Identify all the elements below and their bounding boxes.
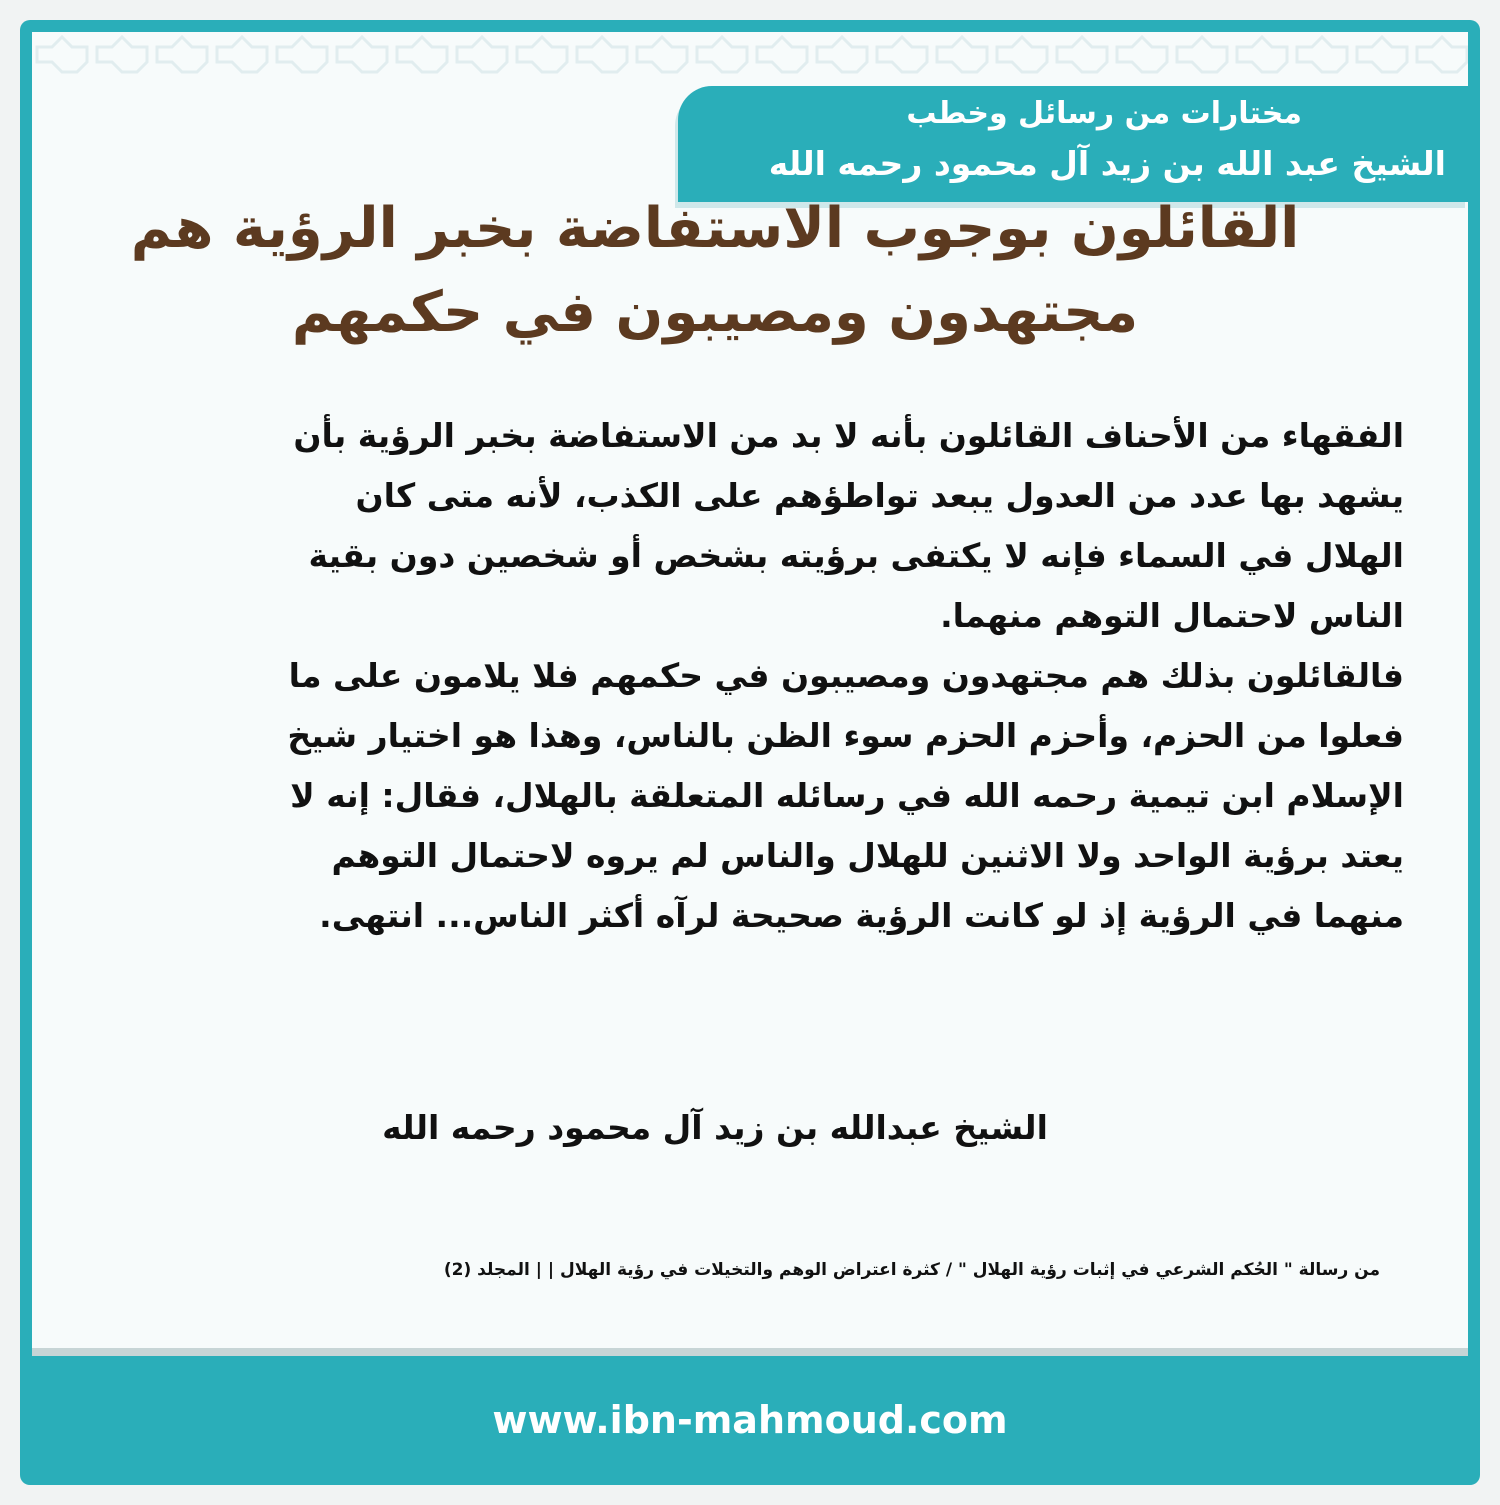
footer-divider [32,1348,1468,1356]
body-line: الإسلام ابن تيمية رحمه الله في رسائله المتعلقة بالهلال، فقال: إنه لا [290,776,1404,815]
article-title-line-1: القائلون بوجوب الاستفاضة بخبر الرؤية هم [130,196,1300,261]
body-line: فالقائلون بذلك هم مجتهدون ومصيبون في حكمهم فلا يلامون على ما [288,656,1404,695]
body-line: يعتد برؤية الواحد ولا الاثنين للهلال والناس لم يروه لاحتمال التوهم [331,836,1404,875]
series-title: مختارات من رسائل وخطب [906,96,1302,131]
signature: الشيخ عبدالله بن زيد آل محمود رحمه الله [382,1108,1048,1147]
body-line: يشهد بها عدد من العدول يبعد تواطؤهم على الكذب، لأنه متى كان [355,476,1404,515]
body-line: منهما في الرؤية إذ لو كانت الرؤية صحيحة لرآه أكثر الناس... انتهى. [319,896,1404,935]
author-title: الشيخ عبد الله بن زيد آل محمود رحمه الله [768,144,1446,183]
website-url[interactable]: www.ibn-mahmoud.com [492,1398,1008,1442]
body-line: الفقهاء من الأحناف القائلون بأنه لا بد من الاستفاضة بخبر الرؤية بأن [293,416,1404,455]
decorative-pattern [32,32,1468,92]
body-line: الهلال في السماء فإنه لا يكتفى برؤيته بشخص أو شخصين دون بقية [308,536,1404,575]
header-banner [678,86,1468,202]
article-body [134,406,1404,946]
body-line: فعلوا من الحزم، وأحزم الحزم سوء الظن بالناس، وهذا هو اختيار شيخ [287,716,1404,755]
source-citation: من رسالة " الحُكم الشرعي في إثبات رؤية الهلال " / كثرة اعتراض الوهم والتخيلات في رؤية الهلال | | المجلد (2) [443,1260,1380,1280]
article-title-line-2: مجتهدون ومصيبون في حكمهم [291,280,1139,345]
body-line: الناس لاحتمال التوهم منهما. [940,596,1404,635]
